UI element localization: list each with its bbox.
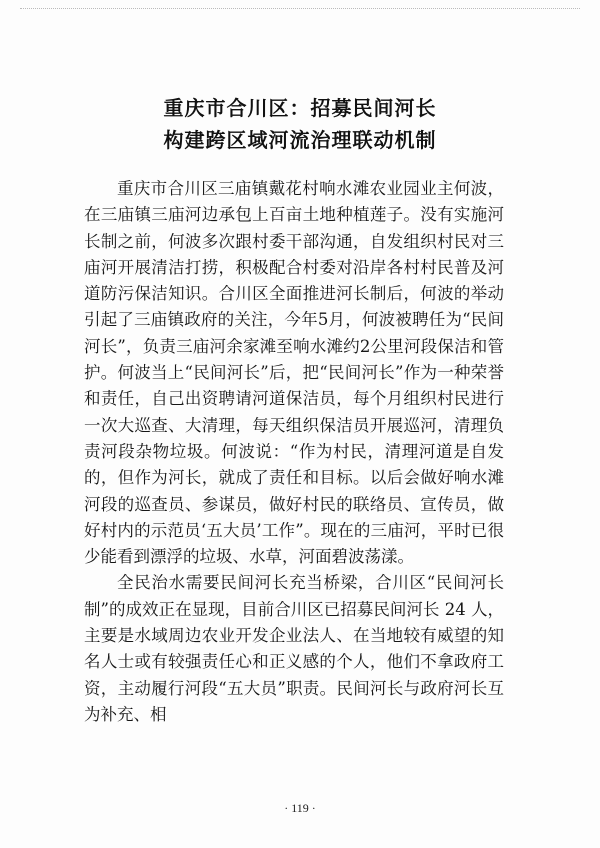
top-dotted-rule xyxy=(20,8,580,9)
article-body xyxy=(84,176,504,728)
paragraph-2: 全民治水需要民间河长充当桥梁，合川区“民间河长制”的成效正在显现，目前合川区已招募民间河长 24 人，主要是水域周边农业开发企业法人、在当地较有威望的知名人士或有较强责任心和正义感的个人，他们不拿政府工资，主动履行河段“五大员”职责。民间河长与政府河长互为补充、相 xyxy=(84,573,504,724)
title-line-1: 重庆市合川区：招募民间河长 xyxy=(163,96,437,120)
title-line-2: 构建跨区域河流治理联动机制 xyxy=(163,128,437,152)
page-number: · 119 · xyxy=(284,801,316,815)
paragraph-1: 重庆市合川区三庙镇戴花村响水滩农业园业主何波，在三庙镇三庙河边承包上百亩土地种植莲子。没有实施河长制之前，何波多次跟村委干部沟通，自发组织村民对三庙河开展清洁打捞，积极配合村委对沿岸各村村民普及河道防污保洁知识。合川区全面推进河长制后，何波的举动引起了三庙镇政府的关注，今年5月，何波被聘任为“民间河长”，负责三庙河余家滩至响水滩约2公里河段保洁和管护。何波当上“民间河长”后，把“民间河长”作为一种荣誉和责任，自己出资聘请河道保洁员，每个月组织村民进行一次大巡查、大清理，每天组织保洁员开展巡河，清理负责河段杂物垃圾。何波说：“作为村民，清理河道是自发的，但作为河长，就成了责任和目标。以后会做好响水滩河段的巡查员、参谋员，做好村民的联络员、宣传员，做好村内的示范员‘五大员’工作”。现在的三庙河，平时已很少能看到漂浮的垃圾、水草，河面碧波荡漾。 xyxy=(84,179,504,567)
